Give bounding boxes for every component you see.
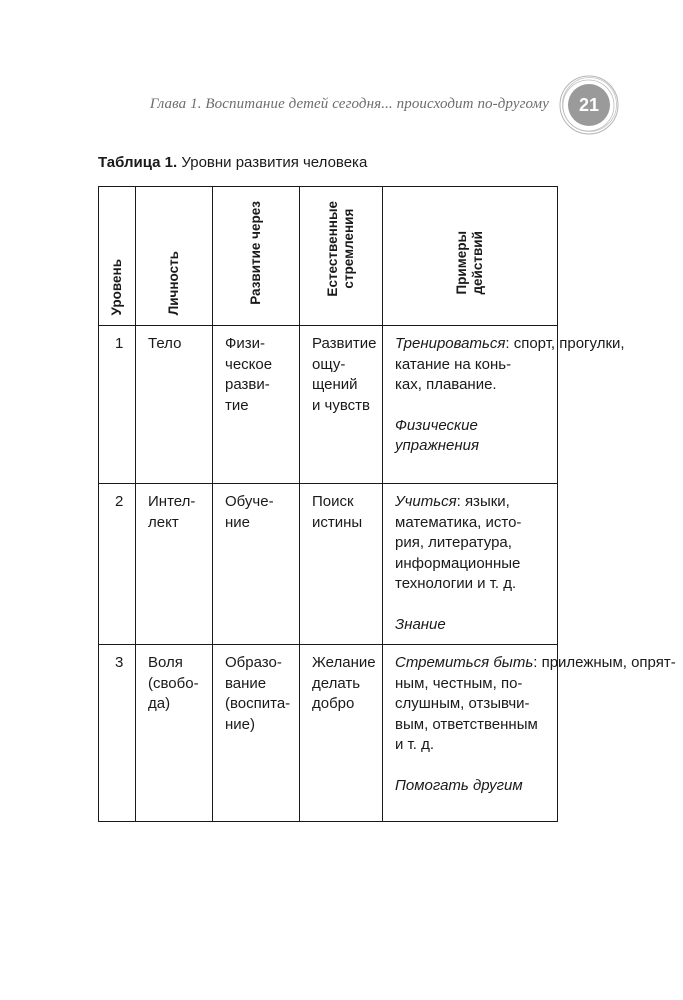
page-number-badge (558, 74, 620, 136)
table-caption-label: Таблица 1. (98, 154, 178, 171)
development-value: Физи- ческое разви- тие (225, 335, 273, 414)
cell-development (213, 484, 300, 645)
header-level (99, 187, 136, 326)
table-caption-title: Уровни развития человека (181, 154, 368, 171)
personality-value: Тело (148, 335, 182, 352)
table-caption (98, 154, 367, 171)
example-summary: Помогать другим (395, 776, 523, 794)
example-text: языки, математика, исто- рия, литература, информационные технологии и т. д. (395, 493, 522, 592)
aspiration-value: Поиск истины (312, 493, 363, 531)
development-levels-table (98, 186, 676, 822)
example-text: прилежным, опрят- ным, честным, по- слушным, отзывчи- вым, ответственным и т. д. (395, 654, 676, 753)
running-head-title: Глава 1. Воспитание детей сегодня... происходит по-другому (149, 96, 549, 112)
cell-development (213, 645, 300, 822)
header-development (213, 187, 300, 326)
cell-development (213, 326, 300, 484)
table-header-row (99, 187, 558, 326)
cell-examples: Стремиться быть: прилежным, опрят- ным, честным, по- слушным, отзывчи- вым, ответственным и т. д. Помогать другим (383, 645, 558, 822)
cell-personality (136, 645, 213, 822)
header-development-label: Развитие через (248, 201, 263, 305)
header-aspirations (300, 187, 383, 326)
example-summary: Физические упражнения (395, 416, 479, 454)
cell-personality (136, 484, 213, 645)
aspiration-value: Развитие ощу- щений и чувств (312, 335, 377, 414)
level-value: 2 (115, 493, 124, 510)
cell-level (99, 484, 136, 645)
cell-aspiration (300, 484, 383, 645)
example-verb: Стремиться быть (395, 654, 534, 671)
level-value: 3 (115, 654, 124, 671)
header-personality (136, 187, 213, 326)
header-examples-label: Примеры действий (454, 231, 485, 295)
cell-examples: Учиться: языки, математика, исто- рия, литература, информационные технологии и т. д. Знание (383, 484, 558, 645)
aspiration-value: Желание делать добро (312, 654, 376, 712)
table-row (99, 645, 558, 822)
header-personality-label: Личность (166, 250, 181, 315)
page-number: 21 (578, 95, 600, 115)
cell-level (99, 326, 136, 484)
cell-personality (136, 326, 213, 484)
development-value: Обуче- ние (225, 493, 274, 531)
cell-examples: Тренироваться: спорт, прогулки, катание на конь- ках, плавание. Физические упражнения (383, 326, 558, 484)
personality-value: Интел- лект (148, 493, 196, 531)
cell-level (99, 645, 136, 822)
cell-aspiration (300, 645, 383, 822)
cell-aspiration (300, 326, 383, 484)
level-value: 1 (115, 335, 124, 352)
example-text: спорт, прогулки, катание на конь- ках, плавание. (395, 335, 625, 393)
header-aspirations-label: Естественные стремления (325, 201, 356, 297)
development-value: Образо- вание (воспита- ние) (225, 654, 291, 733)
table-row (99, 326, 558, 484)
example-verb: Тренироваться (395, 335, 506, 352)
example-summary: Знание (395, 615, 446, 633)
table-row (99, 484, 558, 645)
header-level-label: Уровень (109, 258, 124, 315)
personality-value: Воля (свобо- да) (148, 654, 199, 712)
example-verb: Учиться (395, 493, 457, 510)
header-examples (383, 187, 558, 326)
